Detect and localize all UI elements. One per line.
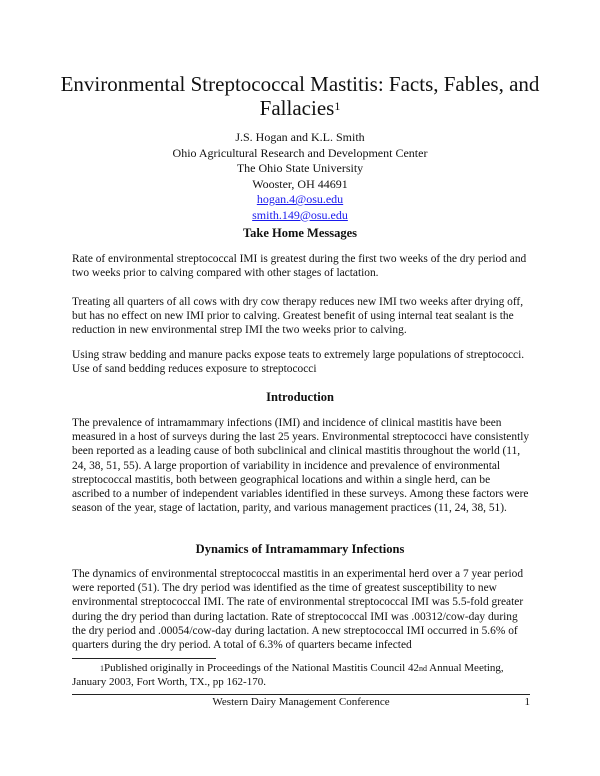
author-block xyxy=(100,130,500,223)
heading-dynamics: Dynamics of Intramammary Infections xyxy=(195,542,405,556)
author-city: Wooster, OH 44691 xyxy=(252,176,348,191)
footnote-ordinal: nd xyxy=(419,664,427,673)
heading-take-home: Take Home Messages xyxy=(242,226,358,240)
dynamics-paragraph: The dynamics of environmental streptococcal mastitis in an experimental herd over a 7 year period were reported (51). The dry period was identified as the time of greatest susceptibility to new environmental streptococcal IMI. The rate of environmental streptococcal IMI was 5.5-fold greater during the dry period than during lactation. Rate of streptococcal IMI was .00312/cow-day during the dry period and .00054/cow-day during lactation. A new streptococcal IMI occurred in 5.6% of quarters during the dry period. A total of 6.3% of quarters became infected xyxy=(72,568,524,652)
take-home-paragraph-1: Rate of environmental streptococcal IMI is greatest during the first two weeks of the dry period and two weeks prior to calving compared with other stages of lactation. xyxy=(72,253,527,280)
footnote-rule xyxy=(72,658,216,659)
paper-title xyxy=(60,72,540,120)
heading-introduction: Introduction xyxy=(266,390,334,404)
title-footnote-mark: 1 xyxy=(334,99,341,113)
author-organization: Ohio Agricultural Research and Development Center xyxy=(172,145,428,160)
footnote xyxy=(72,662,530,689)
author-university: The Ohio State University xyxy=(236,161,364,175)
footer-rule xyxy=(72,694,530,695)
footnote-mark: 1 xyxy=(100,664,104,673)
email-link-hogan[interactable]: hogan.4@osu.edu xyxy=(256,192,344,206)
footnote-text-a: Published originally in Proceedings of the National Mastitis Council 42 xyxy=(104,662,419,674)
take-home-paragraph-2: Treating all quarters of all cows with dry cow therapy reduces new IMI two weeks after drying off, but has no effect on new IMI prior to calving. Greatest benefit of using internal teat sealant is the reduction in new environmental strep IMI the two weeks prior to calving. xyxy=(72,296,524,337)
footer-conference: Western Dairy Management Conference xyxy=(212,696,390,708)
take-home-paragraph-3: Using straw bedding and manure packs expose teats to extremely large populations of streptococci. Use of sand bedding reduces exposure to streptococci xyxy=(72,349,525,376)
footnote-text-b: Annual Meeting, January 2003, Fort Worth, TX., pp 162-170. xyxy=(72,662,504,688)
author-names: J.S. Hogan and K.L. Smith xyxy=(235,130,365,144)
introduction-paragraph: The prevalence of intramammary infections (IMI) and incidence of clinical mastitis have been measured in a host of surveys during the last 25 years. Environmental streptococci have consistently been reported as a leading cause of both subclinical and clinical mastitis throughout the world (11, 24, 38, 51, 55). A large proportion of variability in incidence and prevalence of environmental streptococcal mastitis, both between geographical locations and within a single herd, can be ascribed to a number of independent variables identified in these surveys. Among these factors were season of the year, stage of lactation, parity, and various management practices (11, 24, 38, 51). xyxy=(72,417,530,515)
page-number: 1 xyxy=(524,696,530,708)
email-link-smith[interactable]: smith.149@osu.edu xyxy=(252,207,348,222)
title-text: Environmental Streptococcal Mastitis: Facts, Fables, and Fallacies xyxy=(60,72,540,120)
